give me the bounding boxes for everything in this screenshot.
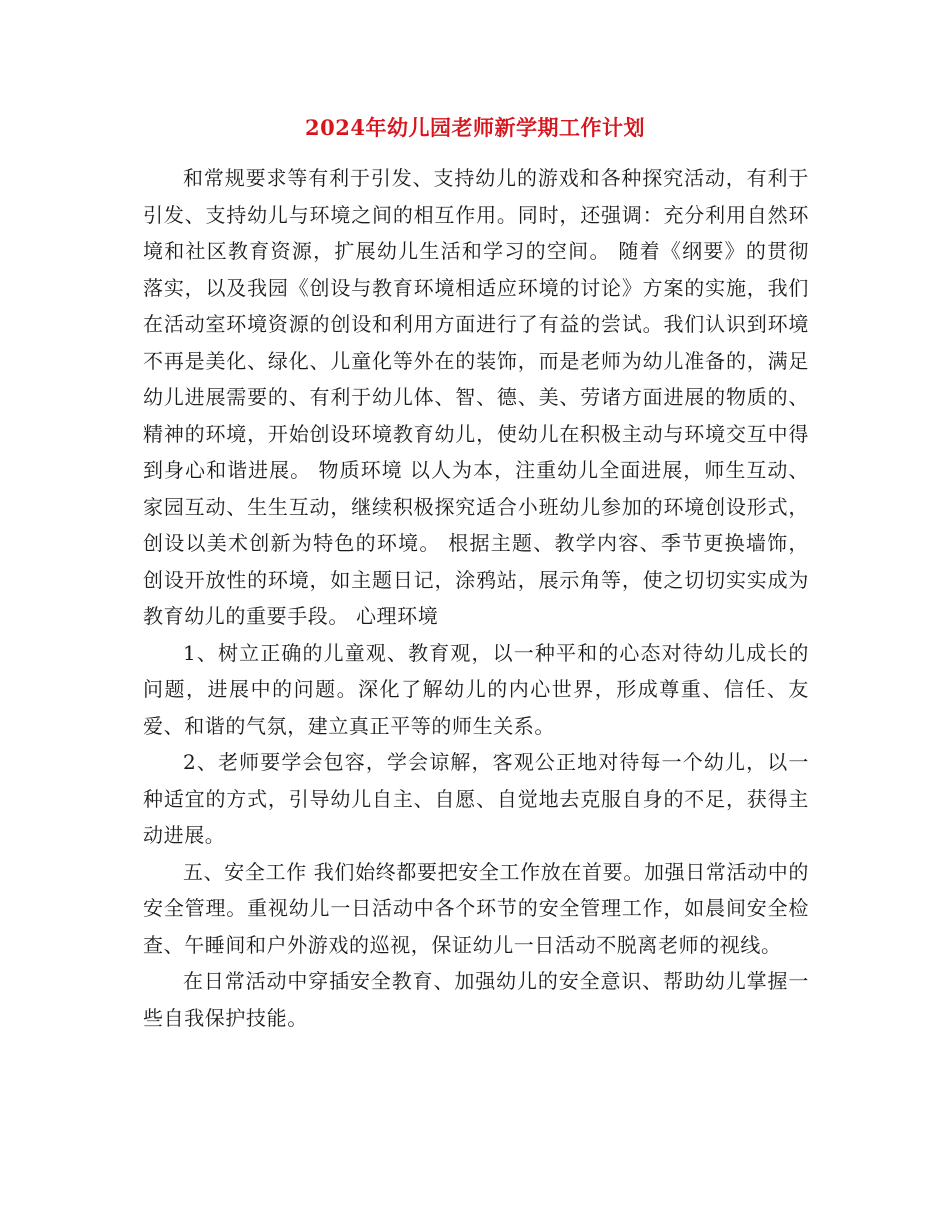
document-title: 2024年幼儿园老师新学期工作计划 — [305, 115, 645, 140]
paragraph-safety-education: 在日常活动中穿插安全教育、加强幼儿的安全意识、帮助幼儿掌握一些自我保护技能。 — [143, 969, 809, 1030]
paragraph-child-view: 1、树立正确的儿童观、教育观，以一种平和的心态对待幼儿成长的问题，进展中的问题。深化了解幼儿的内心世界，形成尊重、信任、友爱、和谐的气氛，建立真正平等的师生关系。 — [143, 640, 809, 738]
paragraph-environment: 和常规要求等有利于引发、支持幼儿的游戏和各种探究活动，有利于引发、支持幼儿与环境之间的相互作用。同时，还强调：充分利用自然环境和社区教育资源，扩展幼儿生活和学习的空间。 随着《纲要》的贯彻落实，以及我园《创设与教育环境相适应环境的讨论》方案的实施，我们在活动室环境资源的创设和利用方面进行了有益的尝试。我们认识到环境不再是美化、绿化、儿童化等外在的装饰，而是老师为幼儿准备的，满足幼儿进展需要的、有利于幼儿体、智、德、美、劳诸方面进展的物质的、精神的环境，开始创设环境教育幼儿，使幼儿在积极主动与环境交互中得到身心和谐进展。 物质环境 以人为本，注重幼儿全面进展，师生互动、家园互动、生生互动，继续积极探究适合小班幼儿参加的环境创设形式，创设以美术创新为特色的环境。 根据主题、教学内容、季节更换墙饰，创设开放性的环境，如主题日记，涂鸦站，展示角等，使之切切实实成为教育幼儿的重要手段。 心理环境 — [143, 166, 809, 628]
paragraph-safety-work: 五、安全工作 我们始终都要把安全工作放在首要。加强日常活动中的安全管理。重视幼儿一日活动中各个环节的安全管理工作，如晨间安全检查、午睡间和户外游戏的巡视，保证幼儿一日活动不脱离老师的视线。 — [143, 859, 809, 957]
document-body — [143, 160, 809, 1036]
paragraph-tolerance: 2、老师要学会包容，学会谅解，客观公正地对待每一个幼儿，以一种适宜的方式，引导幼儿自主、自愿、自觉地去克服自身的不足，获得主动进展。 — [143, 750, 809, 847]
